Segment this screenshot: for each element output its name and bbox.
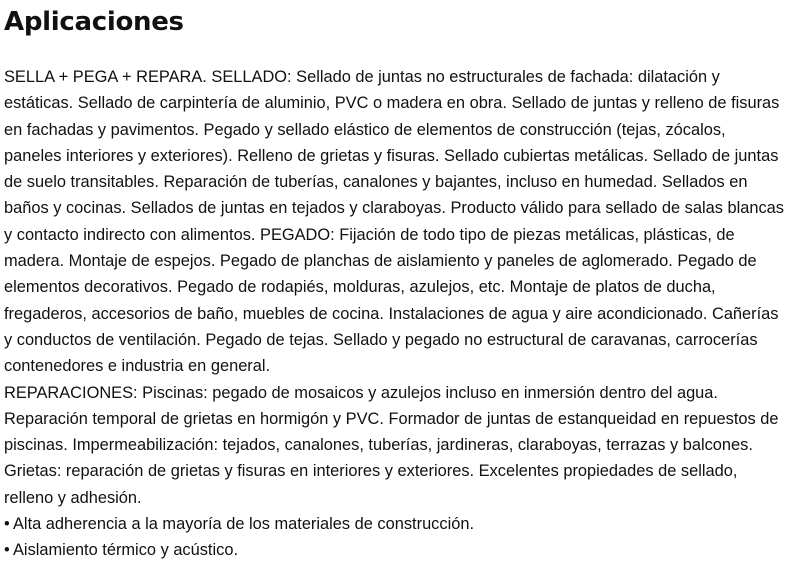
applications-text <box>4 64 786 564</box>
bullet-icon: • <box>4 515 10 534</box>
bullet-item <box>4 511 786 537</box>
bullet-text: Alta adherencia a la mayoría de los materiales de construcción. <box>13 515 475 534</box>
repairs-paragraph: REPARACIONES: Piscinas: pegado de mosaicos y azulejos incluso en inmersión dentro del agua. Reparación temporal de grietas en hormigón y PVC. Formador de juntas de estanqueidad en repuestos de piscinas. Impermeabilización: tejados, canalones, tuberías, jardineras, claraboyas, terrazas y balcones. Grietas: reparación de grietas y fisuras en interiores y exteriores. Excelentes propiedades de sellado, relleno y adhesión. <box>4 383 779 507</box>
applications-section <box>4 0 786 564</box>
bullet-item <box>4 537 786 563</box>
bullet-text: Aislamiento térmico y acústico. <box>13 541 238 560</box>
section-heading: Aplicaciones <box>4 7 184 37</box>
bullet-icon: • <box>4 541 10 560</box>
description-paragraph: SELLA + PEGA + REPARA. SELLADO: Sellado de juntas no estructurales de fachada: dilatación y estáticas. Sellado de carpintería de aluminio, PVC o madera en obra. Sellado de juntas y relleno de fisuras en fachadas y pavimentos. Pegado y sellado elástico de elementos de construcción (tejas, zócalos, paneles interiores y exteriores). Relleno de grietas y fisuras. Sellado cubiertas metálicas. Sellado de juntas de suelo transitables. Reparación de tuberías, canalones y bajantes, incluso en humedad. Sellados en baños y cocinas. Sellados de juntas en tejados y claraboyas. Producto válido para sellado de salas blancas y contacto indirecto con alimentos. PEGADO: Fijación de todo tipo de piezas metálicas, plásticas, de madera. Montaje de espejos. Pegado de planchas de aislamiento y paneles de aglomerado. Pegado de elementos decorativos. Pegado de rodapiés, molduras, azulejos, etc. Montaje de platos de ducha, fregaderos, accesorios de baño, muebles de cocina. Instalaciones de agua y aire acondicionado. Cañerías y conductos de ventilación. Pegado de tejas. Sellado y pegado no estructural de caravanas, carrocerías contenedores e industria en general. <box>4 68 784 376</box>
